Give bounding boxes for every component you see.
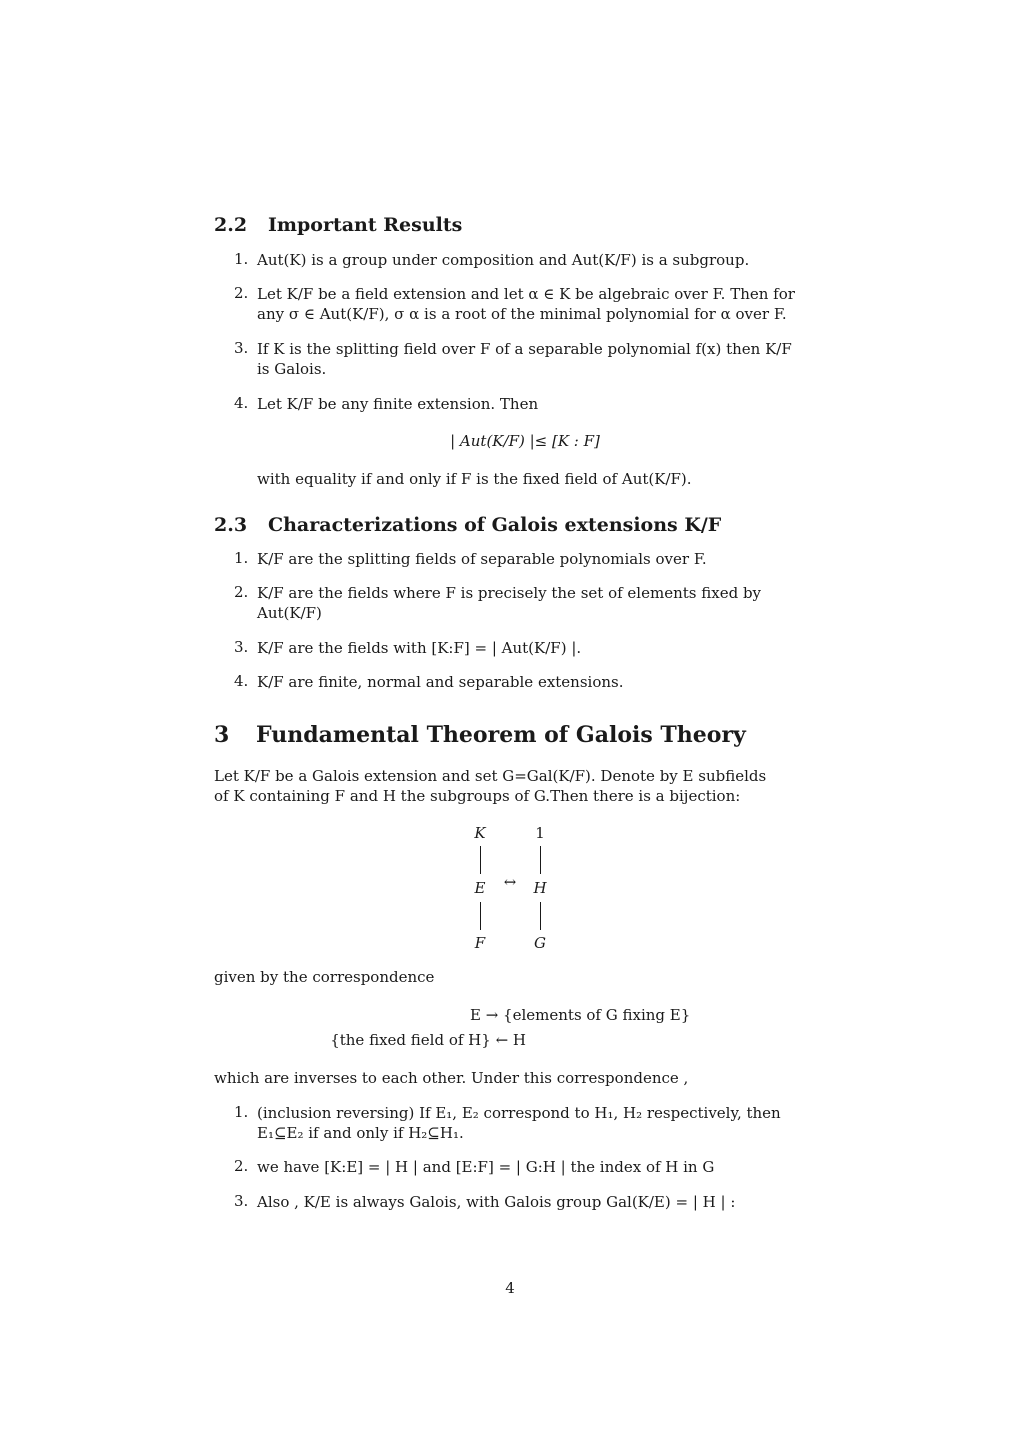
section-number: 2.3	[214, 514, 248, 536]
list-item-line: any σ ∈ Aut(K/F), σ α is a root of the minimal polynomial for α over F.	[257, 305, 787, 323]
list-item-line: is Galois.	[257, 360, 327, 378]
section-number: 2.2	[214, 214, 248, 236]
list-number: 1.	[234, 250, 249, 268]
paragraph-line: of K containing F and H the subgroups of G.Then there is a bijection:	[214, 787, 741, 805]
list-number: 2.	[234, 1157, 249, 1175]
paragraph-line: given by the correspondence	[214, 968, 435, 986]
list-number: 1.	[234, 1103, 249, 1121]
list-item-line: If K is the splitting field over F of a separable polynomial f(x) then K/F	[257, 340, 792, 358]
diagram-node-H: H	[533, 879, 547, 897]
chapter-number: 3	[214, 722, 230, 748]
diagram-node-1: 1	[535, 824, 545, 842]
section-title: Important Results	[268, 214, 463, 236]
list-number: 2.	[234, 284, 249, 302]
list-item-line: K/F are finite, normal and separable extensions.	[257, 673, 624, 691]
paragraph-line: Let K/F be a Galois extension and set G=Gal(K/F). Denote by E subfields	[214, 767, 767, 785]
bijection-arrow-icon: ↔	[503, 873, 517, 891]
list-number: 3.	[234, 339, 249, 357]
section-title: Characterizations of Galois extensions K/F	[268, 514, 722, 536]
diagram-edge	[480, 846, 481, 874]
list-item-line: Also , K/E is always Galois, with Galois group Gal(K/E) = | H | :	[257, 1193, 736, 1211]
paragraph-line: which are inverses to each other. Under this correspondence ,	[214, 1069, 689, 1087]
list-number: 1.	[234, 549, 249, 567]
list-item-line: K/F are the fields where F is precisely the set of elements fixed by	[257, 584, 762, 602]
list-item-line: Let K/F be a field extension and let α ∈ K be algebraic over F. Then for	[257, 285, 795, 303]
list-number: 4.	[234, 394, 249, 412]
list-item-line: (inclusion reversing) If E₁, E₂ correspond to H₁, H₂ respectively, then	[257, 1104, 781, 1122]
diagram-edge	[540, 902, 541, 930]
list-number: 3.	[234, 1192, 249, 1210]
chapter-title: Fundamental Theorem of Galois Theory	[256, 722, 746, 748]
correspondence-line: {the fixed field of H} ← H	[330, 1031, 526, 1049]
display-equation: | Aut(K/F) |≤ [K : F]	[450, 432, 600, 450]
list-item-line: Aut(K) is a group under composition and Aut(K/F) is a subgroup.	[257, 251, 750, 269]
list-item-line: K/F are the fields with [K:F] = | Aut(K/F) |.	[257, 639, 582, 657]
list-item-line: Aut(K/F)	[257, 604, 322, 622]
list-item-line: we have [K:E] = | H | and [E:F] = | G:H | the index of H in G	[257, 1158, 715, 1176]
list-number: 2.	[234, 583, 249, 601]
correspondence-line: E → {elements of G fixing E}	[470, 1006, 691, 1024]
page-number: 4	[505, 1279, 515, 1297]
diagram-edge	[480, 902, 481, 930]
diagram-edge	[540, 846, 541, 874]
list-number: 3.	[234, 638, 249, 656]
list-number: 4.	[234, 672, 249, 690]
list-item-line: Let K/F be any finite extension. Then	[257, 395, 539, 413]
list-item-line: E₁⊆E₂ if and only if H₂⊆H₁.	[257, 1124, 464, 1142]
paragraph-line: with equality if and only if F is the fixed field of Aut(K/F).	[257, 470, 692, 488]
list-item-line: K/F are the splitting fields of separable polynomials over F.	[257, 550, 707, 568]
diagram-node-K: K	[474, 824, 486, 842]
diagram-node-F: F	[474, 934, 486, 952]
diagram-node-G: G	[534, 934, 546, 952]
diagram-node-E: E	[474, 879, 486, 897]
